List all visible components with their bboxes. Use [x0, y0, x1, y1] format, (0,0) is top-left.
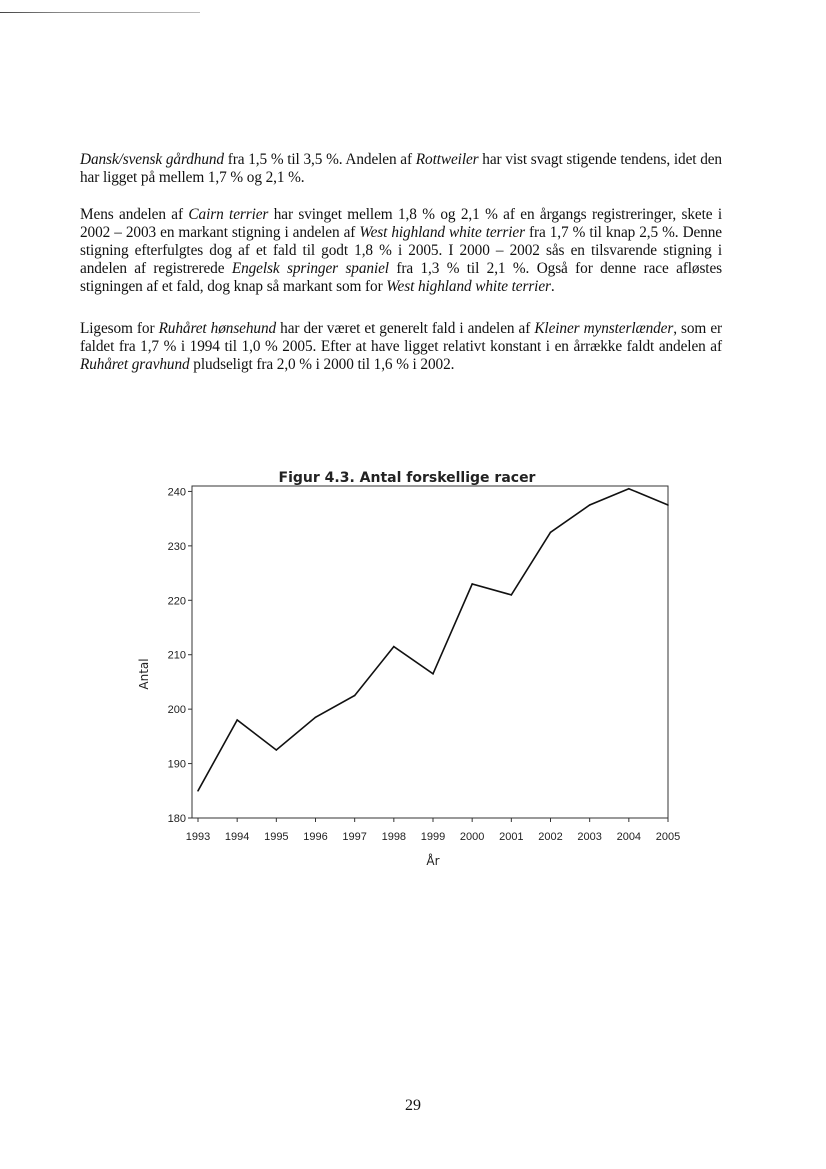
- x-axis-label: År: [426, 854, 440, 868]
- italic-text-segment: Ruhåret hønsehund: [158, 320, 277, 337]
- y-axis-label: Antal: [137, 658, 151, 690]
- data-point: [393, 646, 395, 648]
- line-chart: [120, 462, 710, 882]
- text-segment: har der været et generelt fald i andelen af: [276, 320, 535, 337]
- x-tick-label: 1993: [185, 831, 211, 843]
- data-point: [550, 531, 552, 533]
- figure-4-3: [120, 462, 710, 882]
- series-line-antal: [198, 489, 668, 791]
- text-segment: har svinget mellem 1,8 % og 2,1 % af en årgangs registreringer, skete i 2002 – 2003 en markant stigning i andelen af: [80, 206, 722, 241]
- data-point: [197, 790, 199, 792]
- italic-text-segment: Rottweiler: [415, 151, 479, 168]
- italic-text-segment: Engelsk springer spaniel: [231, 260, 389, 277]
- text-segment: fra 1,5 % til 3,5 %. Andelen af: [223, 151, 416, 168]
- italic-text-segment: West highland white terrier: [386, 278, 551, 295]
- y-tick-label: 200: [167, 704, 186, 717]
- y-tick-label: 180: [167, 813, 186, 825]
- y-tick-label: 190: [167, 758, 186, 771]
- page-number: 29: [405, 1097, 421, 1114]
- x-tick-label: 2001: [499, 831, 524, 843]
- x-tick-label: 2000: [459, 831, 485, 843]
- y-tick-label: 210: [167, 649, 186, 662]
- x-tick-label: 1999: [420, 831, 446, 843]
- italic-text-segment: Kleiner mynsterlænder: [534, 320, 674, 337]
- y-tick-label: 240: [167, 486, 186, 499]
- x-tick-label: 1994: [224, 831, 250, 843]
- text-segment: Mens andelen af: [80, 206, 189, 223]
- data-point: [471, 583, 473, 585]
- plot-area-frame: [192, 486, 668, 818]
- x-tick-label: 1997: [342, 831, 367, 843]
- text-segment: , som er faldet fra 1,7 % i 1994 til 1,0 % 2005. Efter at have ligget relativt konstant i en årrække faldt andelen af: [80, 320, 723, 355]
- data-point: [589, 504, 591, 506]
- data-point: [315, 717, 317, 719]
- x-tick-label: 2003: [577, 831, 602, 843]
- y-tick-label: 230: [167, 540, 186, 553]
- paragraph-2: [80, 206, 722, 296]
- scan-artifact-line: [0, 12, 200, 13]
- x-tick-label: 2004: [616, 831, 642, 843]
- data-point: [354, 695, 356, 697]
- text-segment: .: [550, 278, 555, 295]
- text-segment: har vist svagt stigende tendens, idet den har ligget på mellem 1,7 % og 2,1 %.: [80, 151, 722, 186]
- data-point: [236, 719, 238, 721]
- text-segment: fra 1,7 % til knap 2,5 %. Denne stigning efterfulgtes dog af et fald til godt 1,8 % i 2005. I 2000 – 2002 sås en tilsvarende stigning i andelen af registrerede: [80, 224, 722, 277]
- x-tick-label: 1998: [381, 831, 407, 843]
- data-point: [276, 749, 278, 751]
- x-tick-label: 2005: [655, 831, 681, 843]
- data-point: [511, 594, 513, 596]
- data-point: [628, 488, 630, 490]
- text-segment: fra 1,3 % til 2,1 %. Også for denne race afløstes stigningen af et fald, dog knap så markant som for: [80, 260, 722, 295]
- x-tick-label: 1996: [303, 831, 328, 843]
- data-point: [432, 673, 434, 675]
- text-segment: pludseligt fra 2,0 % i 2000 til 1,6 % i 2002.: [189, 356, 455, 373]
- italic-text-segment: West highland white terrier: [359, 224, 525, 241]
- paragraph-3: [80, 320, 722, 374]
- x-tick-label: 2002: [538, 831, 563, 843]
- italic-text-segment: Ruhåret gravhund: [80, 356, 190, 373]
- italic-text-segment: Cairn terrier: [188, 206, 269, 223]
- data-point: [667, 504, 669, 506]
- text-segment: Ligesom for: [80, 320, 159, 337]
- italic-text-segment: Dansk/svensk gårdhund: [80, 151, 224, 168]
- paragraph-1: [80, 151, 722, 187]
- y-tick-label: 220: [167, 595, 186, 608]
- x-tick-label: 1995: [264, 831, 289, 843]
- chart-title: Figur 4.3. Antal forskellige racer: [278, 470, 536, 486]
